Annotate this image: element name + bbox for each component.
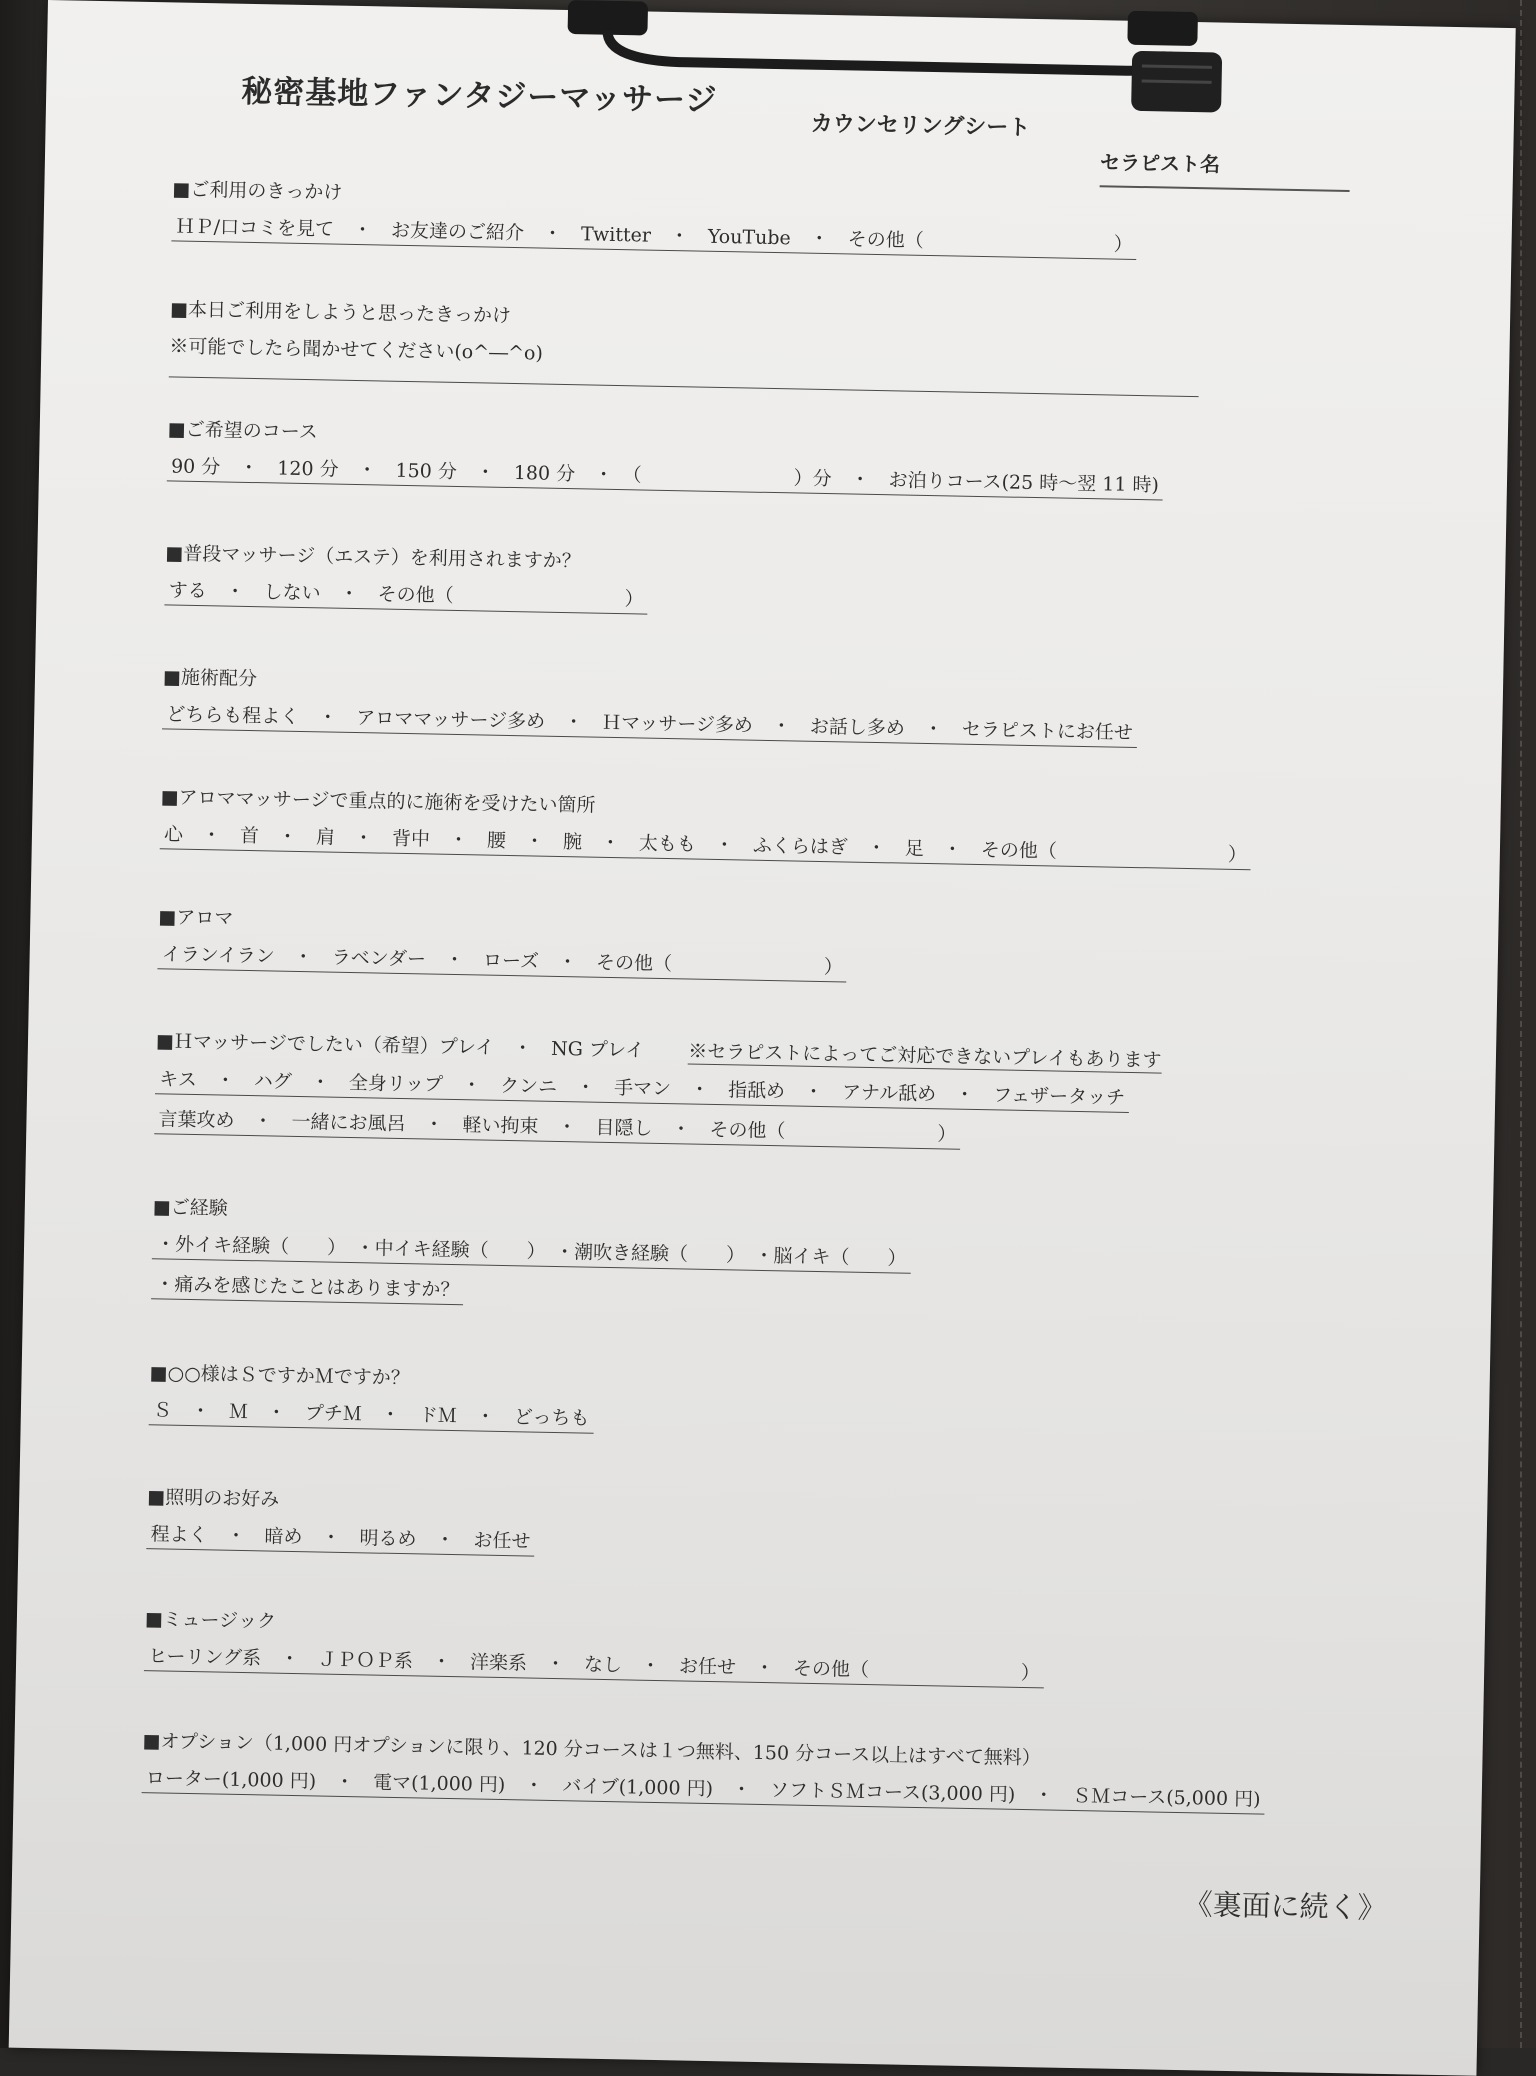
experience-options-1[interactable]: ・外イキ経験（ ） ・中イキ経験（ ） ・潮吹き経験（ ） ・脳イキ（ ）: [152, 1229, 911, 1274]
section-focus: [160, 782, 1391, 883]
document-subtitle: カウンセリングシート: [810, 111, 1031, 141]
section-title: ■ご経験: [152, 1196, 228, 1220]
therapist-name-field[interactable]: セラピスト名: [1100, 146, 1351, 192]
experience-options-2[interactable]: ・痛みを感じたことはありますか？: [151, 1269, 464, 1305]
section-usual: [164, 538, 1395, 639]
section-title: ■本日ご利用をしようと思ったきっかけ: [169, 298, 512, 327]
section-title: ■普段マッサージ（エステ）を利用されますか？: [165, 542, 581, 573]
section-title: ■アロマ: [158, 906, 234, 930]
section-title: ■施術配分: [162, 666, 258, 691]
section-title: ■アロママッサージで重点的に施術を受けたい箇所: [160, 786, 596, 817]
music-options[interactable]: ヒーリング系 ・ ＪＰＯＰ系 ・ 洋楽系 ・ なし ・ お任せ ・ その他（ ）: [144, 1641, 1044, 1688]
section-option: [141, 1726, 1372, 1827]
section-sm: [148, 1358, 1379, 1459]
section-course: [167, 414, 1398, 515]
section-title: ■ご利用のきっかけ: [172, 178, 343, 204]
aroma-options[interactable]: イランイラン ・ ラベンダー ・ ローズ ・ その他（ ）: [157, 939, 847, 982]
play-title: ■Ｈマッサージでしたい（希望）プレイ ・ NG プレイ: [155, 1030, 645, 1062]
section-title: ■○○様はＳですかＭですか？: [149, 1362, 410, 1390]
section-title: ■照明のお好み: [147, 1486, 280, 1511]
sm-options[interactable]: Ｓ ・ Ｍ ・ プチＭ ・ ドＭ ・ どっちも: [149, 1395, 594, 1434]
lighting-options[interactable]: 程よく ・ 暗め ・ 明るめ ・ お任せ: [146, 1519, 535, 1556]
counseling-sheet: [9, 0, 1516, 2076]
continue-on-back: 《裏面に続く》: [1183, 1887, 1387, 1926]
section-lighting: [146, 1482, 1377, 1583]
section-title: ■ご希望のコース: [167, 418, 318, 444]
play-options-1[interactable]: キス ・ ハグ ・ 全身リップ ・ クンニ ・ 手マン ・ 指舐め ・ アナル舐め ・ フェザータッチ: [155, 1064, 1129, 1113]
section-ratio: [162, 662, 1393, 763]
play-options-2[interactable]: 言葉攻め ・ 一緒にお風呂 ・ 軽い拘束 ・ 目隠し ・ その他（ ）: [154, 1104, 960, 1149]
today-note: ※可能でしたら聞かせてください(o^―^o): [169, 335, 544, 365]
section-aroma: [157, 902, 1388, 1003]
section-music: [144, 1604, 1375, 1705]
section-title: ■オプション（1,000 円オプションに限り、120 分コースは１つ無料、150 分コース以上はすべて無料）: [142, 1730, 1041, 1770]
trigger-options[interactable]: ＨＰ/口コミを見て ・ お友達のご紹介 ・ Twitter ・ YouTube ・ その他（ ）: [171, 211, 1137, 260]
play-note: ※セラピストによってご対応できないプレイもあります: [688, 1036, 1162, 1073]
usual-options[interactable]: する ・ しない ・ その他（ ）: [164, 575, 648, 614]
section-title: ■ミュージック: [144, 1608, 277, 1633]
section-experience: [151, 1192, 1383, 1333]
course-options[interactable]: 90 分 ・ 120 分 ・ 150 分 ・ 180 分 ・ （ ）分 ・ お泊りコース(25 時～翌 11 時): [167, 451, 1163, 500]
ratio-options[interactable]: どちらも程よく ・ アロママッサージ多め ・ Ｈマッサージ多め ・ お話し多め ・ セラピストにお任せ: [162, 699, 1137, 748]
document-title: 秘密基地ファンタジーマッサージ: [240, 73, 718, 119]
section-today: [169, 294, 1400, 401]
clipboard-stitching: [1517, 0, 1522, 2048]
focus-options[interactable]: 心 ・ 首 ・ 肩 ・ 背中 ・ 腰 ・ 腕 ・ 太もも ・ ふくらはぎ ・ 足 ・ その他（ ）: [160, 819, 1251, 870]
option-options[interactable]: ローター(1,000 円) ・ 電マ(1,000 円) ・ バイブ(1,000 円) ・ ソフトＳＭコース(3,000 円) ・ ＳＭコース(5,000 円): [142, 1763, 1265, 1815]
section-play: [154, 1026, 1386, 1168]
